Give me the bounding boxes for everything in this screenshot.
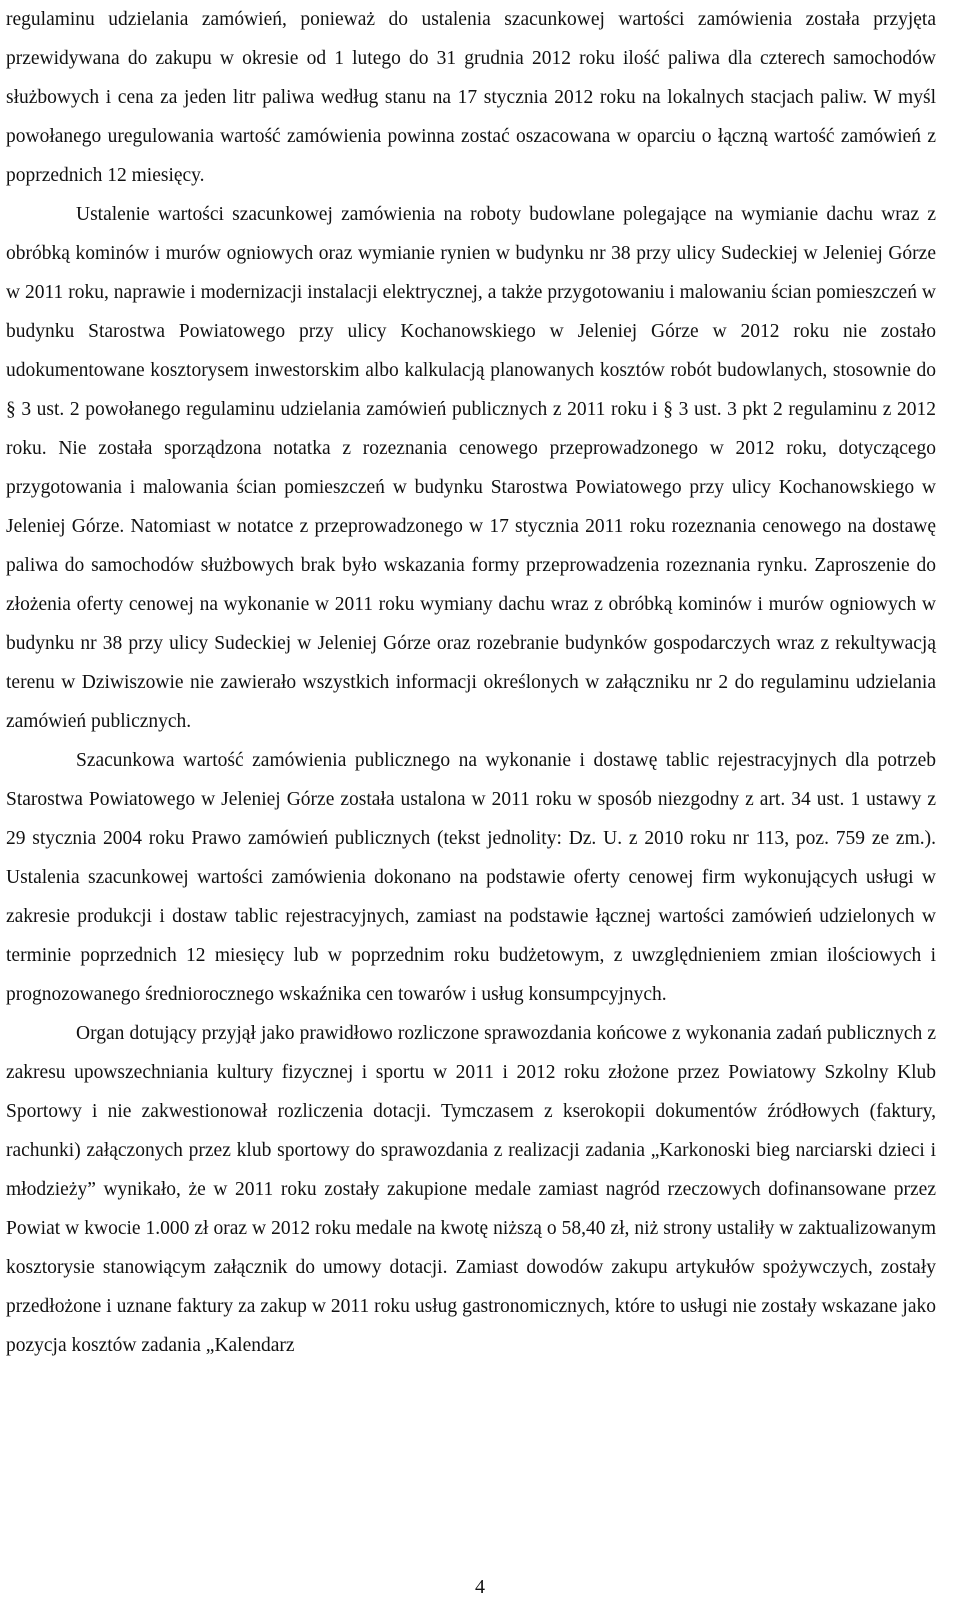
page-number: 4 — [475, 1576, 485, 1598]
document-body — [6, 0, 936, 1365]
paragraph-continuation: regulaminu udzielania zamówień, ponieważ do ustalenia szacunkowej wartości zamówienia została przyjęta przewidywana do zakupu w okresie od 1 lutego do 31 grudnia 2012 roku ilość paliwa dla czterech samochodów służbowych i cena za jeden litr paliwa według stanu na 17 stycznia 2012 roku na lokalnych stacjach paliw. W myśl powołanego uregulowania wartość zamówienia powinna zostać oszacowana w oparciu o łączną wartość zamówień z poprzednich 12 miesięcy. — [6, 9, 936, 186]
paragraph-sports-grant-settlement: Organ dotujący przyjął jako prawidłowo rozliczone sprawozdania końcowe z wykonania zadań publicznych z zakresu upowszechniania kultury fizycznej i sportu w 2011 i 2012 roku złożone przez Powiatowy Szkolny Klub Sportowy i nie zakwestionował rozliczenia dotacji. Tymczasem z kserokopii dokumentów źródłowych (faktury, rachunki) załączonych przez klub sportowy do sprawozdania z realizacji zadania „Karkonoski bieg narciarski dzieci i młodzieży” wynikało, że w 2011 roku zostały zakupione medale zamiast nagród rzeczowych dofinansowane przez Powiat w kwocie 1.000 zł oraz w 2012 roku medale na kwotę niższą o 58,40 zł, niż strony ustaliły w zaktualizowanym kosztorysie stanowiącym załącznik do umowy dotacji. Zamiast dowodów zakupu artykułów spożywczych, zostały przedłożone i uznane faktury za zakup w 2011 roku usług gastronomicznych, które to usługi nie zostały wskazane jako pozycja kosztów zadania „Kalendarz — [6, 1023, 936, 1356]
paragraph-construction-works-estimate: Ustalenie wartości szacunkowej zamówienia na roboty budowlane polegające na wymianie dachu wraz z obróbką kominów i murów ogniowych oraz wymianie rynien w budynku nr 38 przy ulicy Sudeckiej w Jeleniej Górze w 2011 roku, naprawie i modernizacji instalacji elektrycznej, a także przygotowaniu i malowaniu ścian pomieszczeń w budynku Starostwa Powiatowego przy ulicy Kochanowskiego w Jeleniej Górze w 2012 roku nie zostało udokumentowane kosztorysem inwestorskim albo kalkulacją planowanych kosztów robót budowlanych, stosownie do § 3 ust. 2 powołanego regulaminu udzielania zamówień publicznych z 2011 roku i § 3 ust. 3 pkt 2 regulaminu z 2012 roku. Nie została sporządzona notatka z rozeznania cenowego przeprowadzonego w 2012 roku, dotyczącego przygotowania i malowania ścian pomieszczeń w budynku Starostwa Powiatowego przy ulicy Kochanowskiego w Jeleniej Górze. Natomiast w notatce z przeprowadzonego w 17 stycznia 2011 roku rozeznania cenowego na dostawę paliwa do samochodów służbowych brak było wskazania formy przeprowadzenia rozeznania rynku. Zaproszenie do złożenia oferty cenowej na wykonanie w 2011 roku wymiany dachu wraz z obróbką kominów i murów ogniowych w budynku nr 38 przy ulicy Sudeckiej w Jeleniej Górze oraz rozebranie budynków gospodarczych wraz z rekultywacją terenu w Dziwiszowie nie zawierało wszystkich informacji określonych w załączniku nr 2 do regulaminu udzielania zamówień publicznych. — [6, 204, 936, 732]
paragraph-license-plates-estimate: Szacunkowa wartość zamówienia publicznego na wykonanie i dostawę tablic rejestracyjnych dla potrzeb Starostwa Powiatowego w Jeleniej Górze została ustalona w 2011 roku w sposób niezgodny z art. 34 ust. 1 ustawy z 29 stycznia 2004 roku Prawo zamówień publicznych (tekst jednolity: Dz. U. z 2010 roku nr 113, poz. 759 ze zm.). Ustalenia szacunkowej wartości zamówienia dokonano na podstawie oferty cenowej firm wykonujących usługi w zakresie produkcji i dostaw tablic rejestracyjnych, zamiast na podstawie łącznej wartości zamówień udzielonych w terminie poprzednich 12 miesięcy lub w poprzednim roku budżetowym, z uwzględnieniem zmian ilościowych i prognozowanego średniorocznego wskaźnika cen towarów i usług konsumpcyjnych. — [6, 750, 936, 1005]
